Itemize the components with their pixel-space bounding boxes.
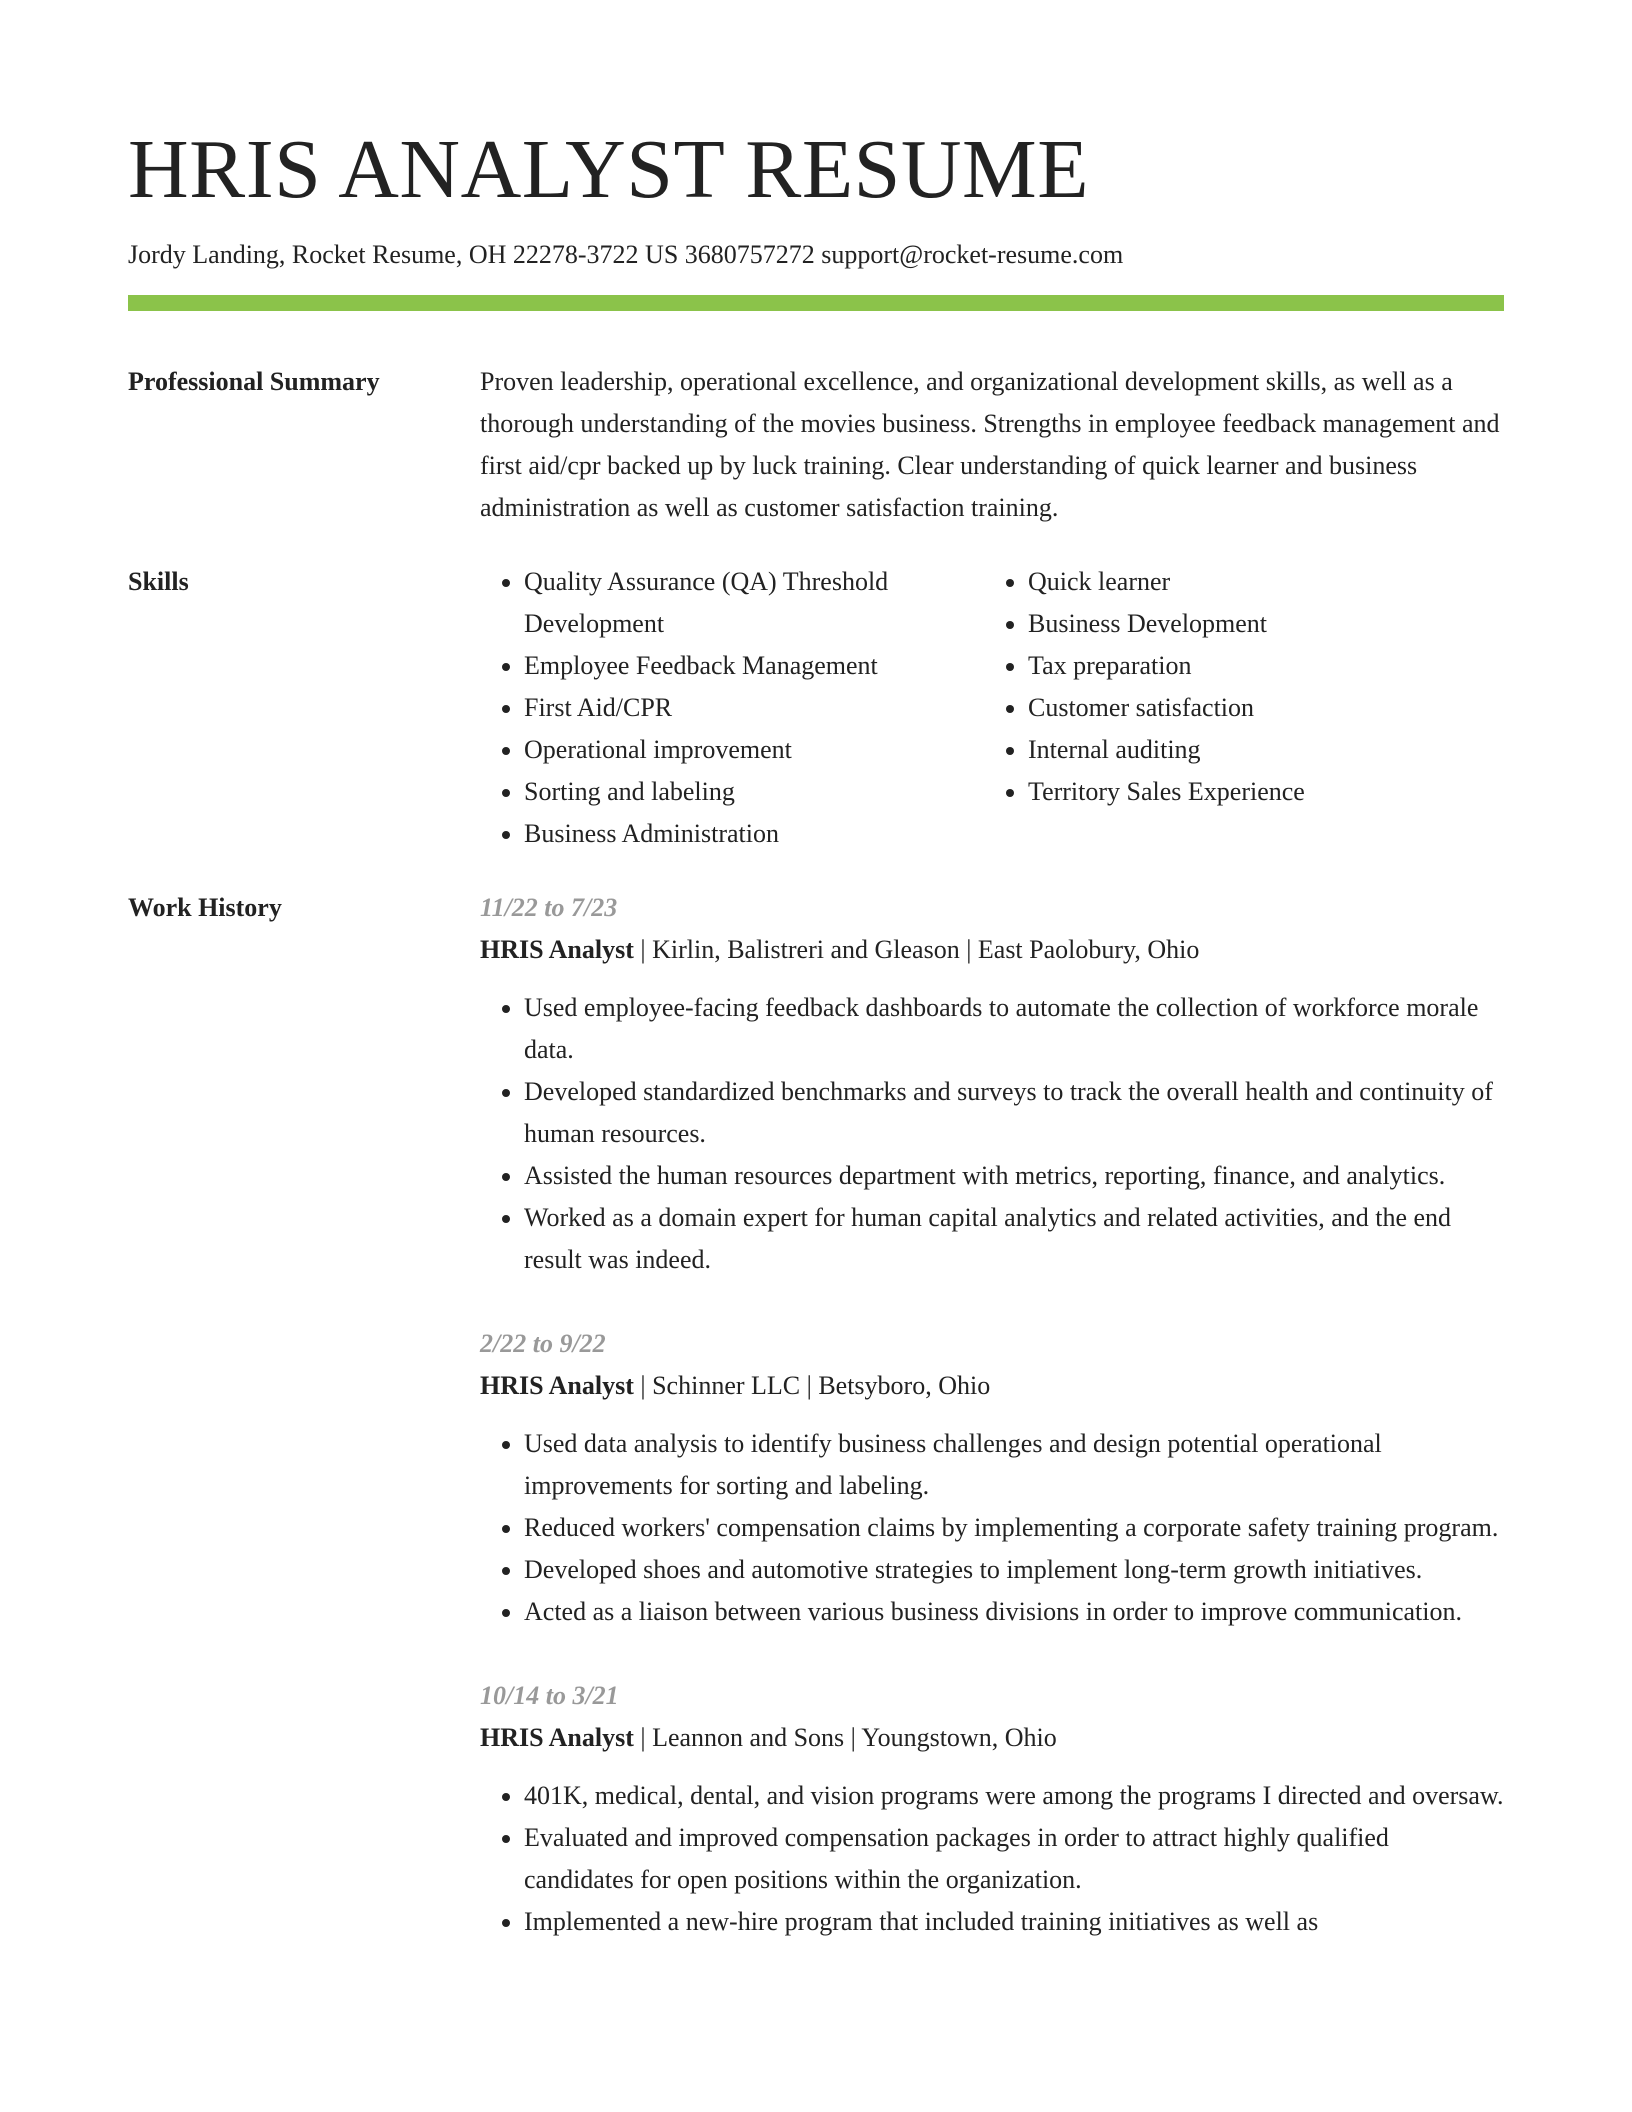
skill-item: • Business Administration <box>524 813 984 855</box>
resume-title: HRIS ANALYST RESUME <box>128 123 1090 216</box>
section-title-skills: Skills <box>128 567 189 596</box>
job-bullet: • Evaluated and improved compensation packages in order to attract highly qualified candidates for open positions within the organization. <box>524 1817 1504 1901</box>
header-divider <box>128 295 1504 311</box>
job-bullets <box>480 1423 1504 1633</box>
job-company-location: | Schinner LLC | Betsyboro, Ohio <box>633 1371 991 1400</box>
job-dates: 2/22 to 9/22 <box>480 1329 606 1358</box>
contact-line: Jordy Landing, Rocket Resume, OH 22278-3722 US 3680757272 support@rocket-resume.com <box>128 240 1124 269</box>
skill-item: • Sorting and labeling <box>524 771 984 813</box>
skills-list-right <box>984 561 1504 855</box>
job-dates: 10/14 to 3/21 <box>480 1681 619 1710</box>
job-entry <box>480 1675 1504 1943</box>
work-history-section <box>128 887 1504 1985</box>
job-heading <box>480 929 1504 971</box>
skill-item: • Employee Feedback Management <box>524 645 984 687</box>
job-heading <box>480 1717 1504 1759</box>
job-bullet: • Developed standardized benchmarks and surveys to track the overall health and continuity of human resources. <box>524 1071 1504 1155</box>
job-bullet: • Developed shoes and automotive strategies to implement long-term growth initiatives. <box>524 1549 1504 1591</box>
job-bullet: • Used employee-facing feedback dashboards to automate the collection of workforce morale data. <box>524 987 1504 1071</box>
summary-section <box>128 361 1504 529</box>
job-bullet: • Used data analysis to identify business challenges and design potential operational improvements for sorting and labeling. <box>524 1423 1504 1507</box>
job-bullet: • Acted as a liaison between various business divisions in order to improve communication. <box>524 1591 1504 1633</box>
resume-page <box>128 0 1504 1985</box>
job-bullet: • Assisted the human resources department with metrics, reporting, finance, and analytics. <box>524 1155 1504 1197</box>
skill-item: • Quality Assurance (QA) Threshold Development <box>524 561 984 645</box>
job-company-location: | Kirlin, Balistreri and Gleason | East Paolobury, Ohio <box>633 935 1200 964</box>
job-bullet: • Implemented a new-hire program that included training initiatives as well as <box>524 1901 1504 1943</box>
skill-item: • Tax preparation <box>1028 645 1504 687</box>
job-entry <box>480 1323 1504 1633</box>
job-bullets <box>480 1775 1504 1943</box>
summary-text: Proven leadership, operational excellence, and organizational development skills, as well as a thorough understanding of the movies business. Strengths in employee feedback management and first aid/cpr backed up by luck training. Clear understanding of quick learner and business administration as well as customer satisfaction training. <box>480 367 1500 522</box>
job-title: HRIS Analyst <box>480 1723 634 1752</box>
skill-item: • Quick learner <box>1028 561 1504 603</box>
skill-item: • Business Development <box>1028 603 1504 645</box>
section-title-work: Work History <box>128 893 282 922</box>
job-title: HRIS Analyst <box>480 1371 634 1400</box>
job-bullet: • 401K, medical, dental, and vision programs were among the programs I directed and oversaw. <box>524 1775 1504 1817</box>
job-bullets <box>480 987 1504 1281</box>
skill-item: • Operational improvement <box>524 729 984 771</box>
job-entry <box>480 887 1504 1281</box>
skills-list-left <box>480 561 984 855</box>
job-title: HRIS Analyst <box>480 935 634 964</box>
skill-item: • First Aid/CPR <box>524 687 984 729</box>
job-dates: 11/22 to 7/23 <box>480 893 618 922</box>
job-bullet: • Reduced workers' compensation claims by implementing a corporate safety training program. <box>524 1507 1504 1549</box>
skill-item: • Internal auditing <box>1028 729 1504 771</box>
job-bullet: • Worked as a domain expert for human capital analytics and related activities, and the end result was indeed. <box>524 1197 1504 1281</box>
job-company-location: | Leannon and Sons | Youngstown, Ohio <box>633 1723 1057 1752</box>
job-heading <box>480 1365 1504 1407</box>
skills-section <box>128 561 1504 855</box>
section-title-summary: Professional Summary <box>128 367 380 396</box>
skill-item: • Customer satisfaction <box>1028 687 1504 729</box>
skill-item: • Territory Sales Experience <box>1028 771 1504 813</box>
